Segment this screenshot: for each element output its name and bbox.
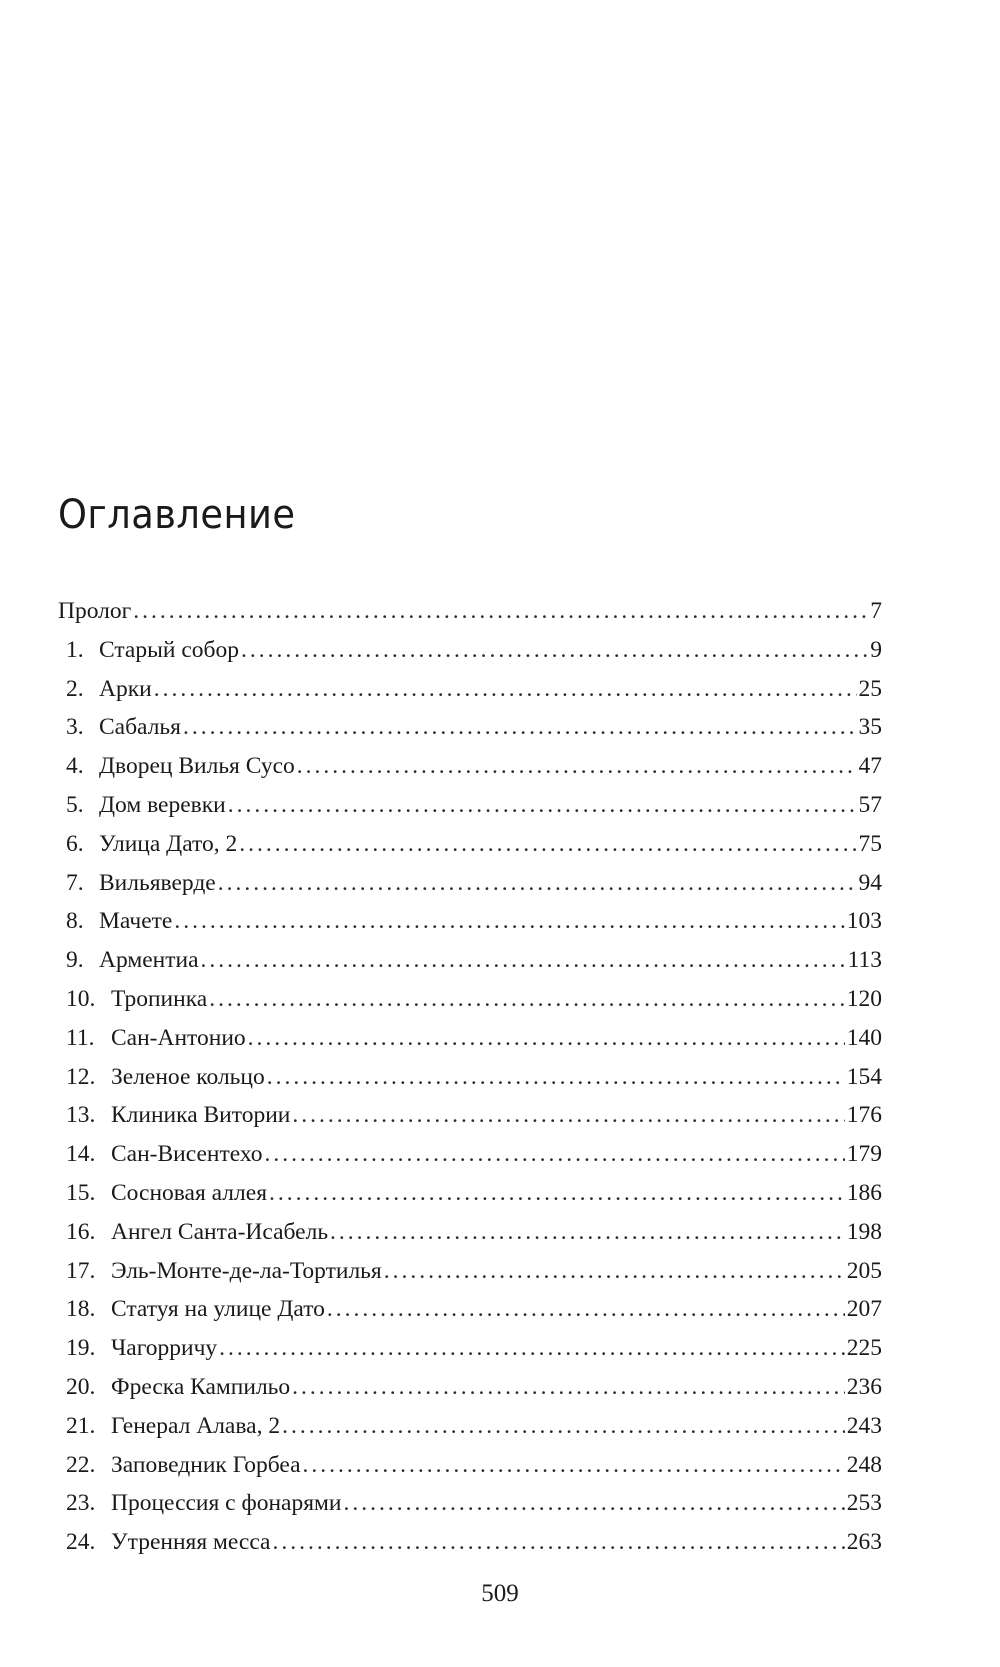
toc-entry-title: Эль-Монте-де-ла-Тортилья [111, 1257, 382, 1284]
toc-entry [58, 986, 882, 1025]
toc-entry [58, 1219, 882, 1258]
toc-entry-title: Тропинка [111, 985, 208, 1012]
toc-entry-number: 6. [66, 830, 84, 857]
toc-entry [58, 1064, 882, 1103]
toc-entry-title: Дворец Вилья Сусо [99, 753, 295, 780]
toc-dot-leader [297, 753, 857, 780]
toc-entry-page: 248 [846, 1451, 882, 1478]
toc-entry-page: 207 [846, 1296, 882, 1323]
toc-entry-title: Дом веревки [99, 791, 226, 818]
toc-entry-number: 11. [66, 1024, 95, 1051]
toc-entry-page: 47 [858, 753, 882, 780]
toc-entry-number: 5. [66, 791, 84, 818]
toc-dot-leader [133, 598, 868, 625]
toc-entry [58, 1025, 882, 1064]
toc-entry-number: 18. [66, 1296, 96, 1323]
toc-entry-title: Заповедник Горбеа [111, 1451, 301, 1478]
toc-entry-page: 205 [846, 1257, 882, 1284]
toc-entry [58, 1180, 882, 1219]
toc-entry-page: 186 [846, 1179, 882, 1206]
toc-dot-leader [218, 870, 857, 897]
toc-entry-title: Вильяверде [99, 869, 216, 896]
toc-entry-page: 253 [846, 1490, 882, 1517]
toc-entry [58, 1141, 882, 1180]
toc-entry [58, 1102, 882, 1141]
toc-entry-title: Мачете [99, 908, 173, 935]
toc-dot-leader [303, 1452, 845, 1479]
page-title: Оглавление [58, 492, 296, 538]
toc-entry-number: 3. [66, 714, 84, 741]
toc-entry-title: Клиника Витории [111, 1102, 291, 1129]
toc-entry-title: Процессия с фонарями [111, 1490, 342, 1517]
toc-dot-leader [264, 1141, 844, 1168]
toc-entry-page: 236 [846, 1373, 882, 1400]
toc-entry [58, 1296, 882, 1335]
toc-entry-title: Пролог [58, 598, 132, 624]
toc-entry-page: 243 [846, 1412, 882, 1439]
toc-entry-title: Арки [99, 675, 152, 702]
toc-entry [58, 908, 882, 947]
toc-entry-number: 14. [66, 1141, 96, 1168]
toc-entry-number: 8. [66, 908, 84, 935]
toc-dot-leader [183, 714, 857, 741]
toc-entry [58, 831, 882, 870]
toc-entry-page: 179 [846, 1141, 882, 1168]
toc-entry-number: 21. [66, 1412, 96, 1439]
toc-entry-title: Генерал Алава, 2 [111, 1412, 281, 1439]
toc-entry-page: 103 [846, 908, 882, 935]
toc-entry-title: Сан-Антонио [111, 1024, 246, 1051]
toc-entry-page: 198 [846, 1218, 882, 1245]
toc-entry [58, 1490, 882, 1529]
toc-entry-title: Сабалья [99, 714, 181, 741]
toc-dot-leader [330, 1219, 845, 1246]
toc-dot-leader [241, 637, 868, 664]
toc-entry-number: 20. [66, 1373, 96, 1400]
toc-entry [58, 1335, 882, 1374]
toc-dot-leader [201, 947, 846, 974]
toc-entry [58, 753, 882, 792]
toc-entry-title: Улица Дато, 2 [99, 830, 238, 857]
toc-entry-number: 16. [66, 1218, 96, 1245]
toc-entry-number: 12. [66, 1063, 96, 1090]
toc-entry-page: 176 [846, 1102, 882, 1129]
toc-entry-title: Статуя на улице Дато [111, 1296, 325, 1323]
toc-entry-page: 9 [870, 636, 882, 663]
toc-entry-prologue [58, 598, 882, 637]
toc-dot-leader [228, 792, 857, 819]
toc-dot-leader [292, 1374, 845, 1401]
toc-entry [58, 870, 882, 909]
toc-entry [58, 714, 882, 753]
toc-entry-number: 9. [66, 947, 84, 974]
toc-entry-title: Старый собор [99, 636, 239, 663]
toc-entry-number: 22. [66, 1451, 96, 1478]
toc-entry-number: 19. [66, 1335, 96, 1362]
page-number: 509 [481, 1580, 519, 1607]
toc-entry-number: 7. [66, 869, 84, 896]
toc-dot-leader [282, 1413, 845, 1440]
toc-dot-leader [343, 1490, 844, 1517]
toc-entry-title: Сан-Висентехо [111, 1141, 263, 1168]
toc-entry-number: 17. [66, 1257, 96, 1284]
toc-entry-title: Ангел Санта-Исабель [111, 1218, 329, 1245]
toc-entry-title: Фреска Кампильо [111, 1373, 291, 1400]
toc-entry [58, 1529, 882, 1568]
toc-entry-title: Арментиа [99, 947, 199, 974]
toc-entry-number: 23. [66, 1490, 96, 1517]
toc-entry [58, 1413, 882, 1452]
toc-dot-leader [327, 1296, 845, 1323]
toc-entry-page: 94 [858, 869, 882, 896]
toc-entry-title: Утренняя месса [111, 1529, 271, 1556]
toc-entry [58, 1258, 882, 1297]
toc-entry-page: 75 [858, 830, 882, 857]
toc-dot-leader [248, 1025, 845, 1052]
toc-dot-leader [174, 908, 844, 935]
table-of-contents [58, 598, 882, 1568]
toc-dot-leader [239, 831, 856, 858]
toc-entry-number: 10. [66, 985, 96, 1012]
toc-entry-number: 1. [66, 636, 84, 663]
toc-entry-page: 263 [846, 1529, 882, 1556]
toc-dot-leader [384, 1258, 845, 1285]
toc-entry-number: 4. [66, 753, 84, 780]
toc-entry-title: Сосновая аллея [111, 1179, 267, 1206]
toc-entry-page: 225 [846, 1335, 882, 1362]
toc-entry-number: 24. [66, 1529, 96, 1556]
toc-dot-leader [154, 676, 857, 703]
toc-dot-leader [292, 1102, 844, 1129]
toc-entry-page: 140 [846, 1024, 882, 1051]
toc-entry-title: Зеленое кольцо [111, 1063, 265, 1090]
toc-entry-page: 120 [846, 985, 882, 1012]
toc-entry-page: 25 [858, 675, 882, 702]
toc-entry [58, 676, 882, 715]
toc-dot-leader [267, 1064, 845, 1091]
toc-entry-number: 2. [66, 675, 84, 702]
toc-entry-page: 35 [858, 714, 882, 741]
toc-entry-number: 15. [66, 1179, 96, 1206]
toc-dot-leader [273, 1529, 845, 1556]
toc-entry-number: 13. [66, 1102, 96, 1129]
toc-entry-page: 57 [858, 791, 882, 818]
toc-entry-page: 154 [846, 1063, 882, 1090]
toc-dot-leader [209, 986, 845, 1013]
toc-entry [58, 1452, 882, 1491]
toc-entry [58, 947, 882, 986]
toc-entry-title: Чагорричу [111, 1335, 218, 1362]
toc-dot-leader [219, 1335, 845, 1362]
toc-dot-leader [269, 1180, 845, 1207]
toc-entry-page: 113 [847, 947, 882, 974]
toc-entry [58, 637, 882, 676]
toc-entry-page: 7 [870, 598, 882, 624]
toc-entry [58, 792, 882, 831]
toc-entry [58, 1374, 882, 1413]
